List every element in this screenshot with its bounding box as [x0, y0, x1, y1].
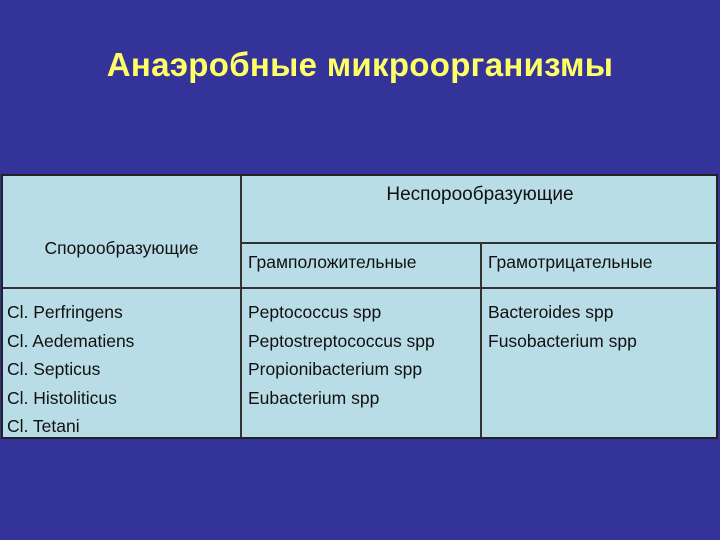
header-gram-negative: Грамотрицательные [488, 252, 653, 272]
col-gram-positive-list [248, 298, 435, 412]
header-gram-positive: Грамположительные [248, 252, 417, 272]
list-item: Cl. Septicus [7, 359, 101, 380]
list-item: Cl. Tetani [7, 416, 80, 437]
list-item: Peptostreptococcus spp [248, 330, 435, 351]
list-item: Propionibacterium spp [248, 359, 423, 380]
vertical-divider-2 [480, 242, 482, 437]
horizontal-divider-group [242, 242, 718, 244]
col-spore-forming-list [7, 298, 134, 441]
list-item: Cl. Histoliticus [7, 387, 117, 408]
header-spore-forming: Спорообразующие [44, 238, 199, 258]
vertical-divider-1 [240, 176, 242, 437]
group-header-nonspore: Неспорообразующие [386, 184, 574, 205]
list-item: Fusobacterium spp [488, 330, 637, 351]
list-item: Cl. Perfringens [7, 302, 123, 322]
microorganisms-table [1, 174, 718, 439]
list-item: Bacteroides spp [488, 302, 614, 322]
col-gram-negative-list [488, 298, 637, 355]
list-item: Cl. Aedematiens [7, 330, 135, 351]
horizontal-divider-header [3, 287, 718, 289]
slide-title: Анаэробные микроорганизмы [106, 46, 614, 83]
list-item: Eubacterium spp [248, 387, 380, 408]
list-item: Peptococcus spp [248, 302, 382, 322]
